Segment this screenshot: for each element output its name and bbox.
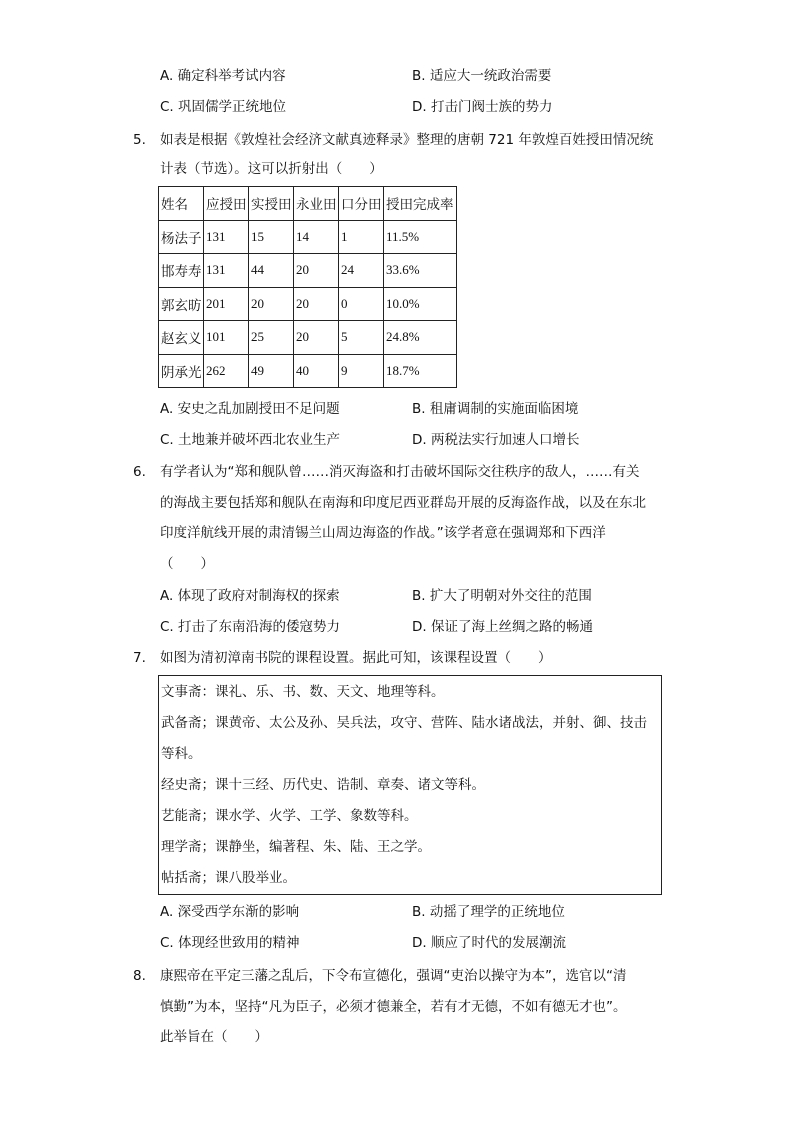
q6-stem-line-1: 有学者认为“郑和舰队曾……消灭海盗和打击破坏国际交往秩序的敌人，……有关 — [160, 464, 640, 480]
table-header-cell: 口分田 — [339, 187, 384, 221]
table-cell: 0 — [339, 287, 384, 321]
q5-stem-line-1: 如表是根据《敦煌社会经济文献真迹释录》整理的唐朝 721 年敦煌百姓授田情况统 — [160, 132, 654, 148]
table-cell: 20 — [294, 287, 339, 321]
table-cell: 阴承光 — [159, 354, 204, 388]
table-cell: 44 — [249, 254, 294, 288]
q4-options-row-2 — [160, 95, 680, 119]
table-cell: 赵玄义 — [159, 321, 204, 355]
table-cell: 24 — [339, 254, 384, 288]
table-cell: 杨法子 — [159, 220, 204, 254]
table-cell: 131 — [204, 220, 249, 254]
curriculum-line: 理学斋；课静坐，编著程、朱、陆、王之学。 — [161, 839, 431, 855]
table-cell: 201 — [204, 287, 249, 321]
table-cell: 20 — [294, 254, 339, 288]
table-row — [159, 321, 457, 355]
curriculum-box — [158, 675, 662, 895]
q6-stem-line-4: （ ） — [160, 556, 214, 572]
q6-stem-line-3: 印度洋航线开展的肃清锡兰山周边海盗的作战。”该学者意在强调郑和下西洋 — [160, 525, 606, 541]
table-header-row — [159, 187, 457, 221]
curriculum-line: 等科。 — [161, 746, 202, 762]
table-cell: 40 — [294, 354, 339, 388]
q6-options-row-1 — [160, 584, 680, 608]
q6-option-c[interactable]: C. 打击了东南沿海的倭寇势力 — [160, 619, 341, 635]
q7-option-d[interactable]: D. 顺应了时代的发展潮流 — [412, 935, 566, 951]
land-grant-table — [158, 186, 457, 388]
q5-option-a[interactable]: A. 安史之乱加剧授田不足问题 — [160, 401, 340, 417]
q6-options-row-2 — [160, 615, 680, 639]
table-cell: 20 — [294, 321, 339, 355]
q7-options-row-2 — [160, 931, 680, 955]
q5-number: 5. — [133, 132, 146, 148]
table-cell: 邯寿寿 — [159, 254, 204, 288]
q6-stem-line-2: 的海战主要包括郑和舰队在南海和印度尼西亚群岛开展的反海盗作战，以及在东北 — [160, 495, 646, 511]
table-cell: 15 — [249, 220, 294, 254]
q7-stem-line-1: 如图为清初漳南书院的课程设置。据此可知，该课程设置（ ） — [160, 650, 552, 666]
table-row — [159, 220, 457, 254]
table-row — [159, 287, 457, 321]
table-header-cell: 永业田 — [294, 187, 339, 221]
q7-number: 7. — [133, 650, 146, 666]
table-cell: 9 — [339, 354, 384, 388]
q5-option-c[interactable]: C. 土地兼并破坏西北农业生产 — [160, 432, 341, 448]
table-cell: 101 — [204, 321, 249, 355]
q5-options-row-1 — [160, 397, 680, 421]
table-cell: 131 — [204, 254, 249, 288]
q4-option-a[interactable]: A. 确定科举考试内容 — [160, 68, 286, 84]
table-cell: 262 — [204, 354, 249, 388]
q7-options-row-1 — [160, 900, 680, 924]
q8-stem-line-1: 康熙帝在平定三藩之乱后，下令布宣德化，强调“吏治以操守为本”，选官以“清 — [160, 968, 627, 984]
table-cell: 郭玄昉 — [159, 287, 204, 321]
table-cell: 24.8% — [384, 321, 457, 355]
table-header-cell: 姓名 — [159, 187, 204, 221]
q5-options-row-2 — [160, 428, 680, 452]
q8-number: 8. — [133, 968, 146, 984]
table-cell: 11.5% — [384, 220, 457, 254]
q6-number: 6. — [133, 464, 146, 480]
table-cell: 25 — [249, 321, 294, 355]
table-header-cell: 应授田 — [204, 187, 249, 221]
table-cell: 33.6% — [384, 254, 457, 288]
table-cell: 5 — [339, 321, 384, 355]
q5-stem-line-2: 计表（节选）。这可以折射出（ ） — [160, 161, 383, 177]
curriculum-line: 武备斋；课黄帝、太公及孙、吴兵法，攻守、营阵、陆水诸战法，并射、御、技击 — [161, 715, 647, 731]
table-cell: 10.0% — [384, 287, 457, 321]
q7-option-c[interactable]: C. 体现经世致用的精神 — [160, 935, 300, 951]
q6-option-a[interactable]: A. 体现了政府对制海权的探索 — [160, 588, 340, 604]
q5-option-b[interactable]: B. 租庸调制的实施面临困境 — [412, 401, 579, 417]
table-cell: 14 — [294, 220, 339, 254]
q8-stem-line-3: 此举旨在（ ） — [160, 1029, 268, 1045]
table-cell: 20 — [249, 287, 294, 321]
table-row — [159, 354, 457, 388]
q4-options-row-1 — [160, 64, 680, 88]
table-cell: 49 — [249, 354, 294, 388]
q6-option-b[interactable]: B. 扩大了明朝对外交往的范围 — [412, 588, 592, 604]
table-row — [159, 254, 457, 288]
table-header-cell: 授田完成率 — [384, 187, 457, 221]
table-cell: 18.7% — [384, 354, 457, 388]
curriculum-line: 帖括斋；课八股举业。 — [161, 870, 296, 886]
curriculum-line: 文事斋：课礼、乐、书、数、天文、地理等科。 — [161, 684, 445, 700]
q6-option-d[interactable]: D. 保证了海上丝绸之路的畅通 — [412, 619, 593, 635]
q4-option-c[interactable]: C. 巩固儒学正统地位 — [160, 99, 287, 115]
table-cell: 1 — [339, 220, 384, 254]
table-header-cell: 实授田 — [249, 187, 294, 221]
q7-option-a[interactable]: A. 深受西学东渐的影响 — [160, 904, 300, 920]
q4-option-b[interactable]: B. 适应大一统政治需要 — [412, 68, 552, 84]
q4-option-d[interactable]: D. 打击门阀士族的势力 — [412, 99, 553, 115]
q8-stem-line-2: 慎勤”为本，坚持“凡为臣子，必须才德兼全，若有才无德，不如有德无才也”。 — [160, 999, 627, 1015]
q7-option-b[interactable]: B. 动摇了理学的正统地位 — [412, 904, 565, 920]
curriculum-line: 艺能斋；课水学、火学、工学、象数等科。 — [161, 808, 418, 824]
curriculum-line: 经史斋；课十三经、历代史、诰制、章奏、诸文等科。 — [161, 777, 485, 793]
q5-option-d[interactable]: D. 两税法实行加速人口增长 — [412, 432, 580, 448]
